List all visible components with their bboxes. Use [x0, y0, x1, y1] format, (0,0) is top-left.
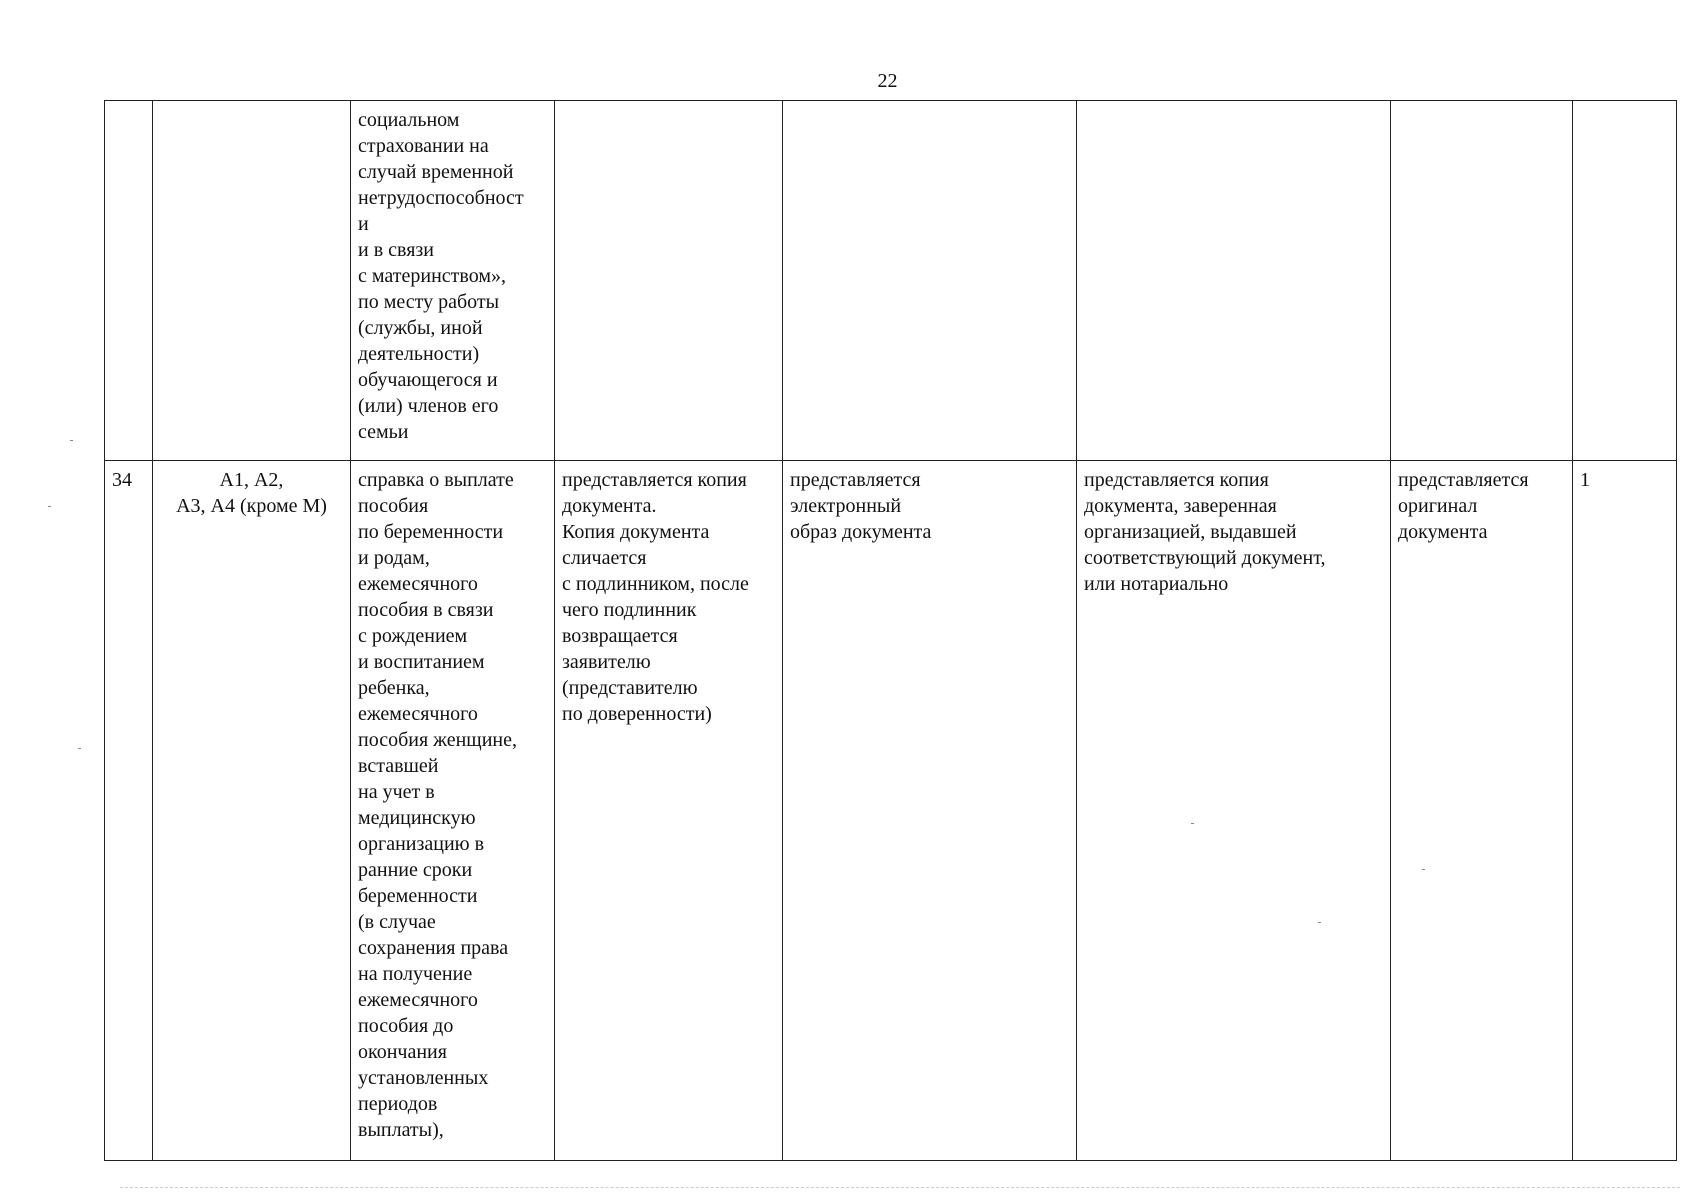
table-row — [105, 461, 1677, 1161]
categories-cell: А1, А2, А3, А4 (кроме М) — [153, 461, 351, 1161]
mail-submission-cell: представляется копия документа, заверенная организацией, выдавшей соответствующий документ, или нотариально — [1077, 461, 1391, 1161]
electronic-submission-cell — [783, 101, 1077, 461]
row-number-cell — [105, 101, 153, 461]
scan-speck — [1318, 922, 1321, 923]
scan-speck — [1191, 823, 1194, 824]
page-number: 22 — [877, 70, 898, 92]
scan-speck — [48, 506, 51, 507]
count-cell — [1573, 101, 1677, 461]
row-number-cell: 34 — [105, 461, 153, 1161]
scan-artifact-line — [120, 1187, 1680, 1188]
document-name-cell: справка о выплате пособия по беременности и родам, ежемесячного пособия в связи с рождением и воспитанием ребенка, ежемесячного пособия женщине, вставшей на учет в медицинскую организацию в ранние сроки беременности (в случае сохранения права на получение ежемесячного пособия до окончания установленных периодов выплаты), — [351, 461, 555, 1161]
table-row — [105, 101, 1677, 461]
requirements-table — [104, 100, 1677, 1161]
paper-submission-cell: представляется копия документа. Копия документа сличается с подлинником, после чего подлинник возвращается заявителю (представителю по доверенности) — [555, 461, 783, 1161]
electronic-submission-cell: представляется электронный образ документа — [783, 461, 1077, 1161]
categories-cell — [153, 101, 351, 461]
scan-speck — [78, 748, 81, 749]
original-submission-cell: представляется оригинал документа — [1391, 461, 1573, 1161]
mail-submission-cell — [1077, 101, 1391, 461]
paper-submission-cell — [555, 101, 783, 461]
document-name-cell: социальном страховании на случай временной нетрудоспособност и и в связи с материнством», по месту работы (службы, иной деятельности) обучающегося и (или) членов его семьи — [351, 101, 555, 461]
count-cell: 1 — [1573, 461, 1677, 1161]
original-submission-cell — [1391, 101, 1573, 461]
scan-speck — [1422, 869, 1425, 870]
scan-speck — [70, 440, 73, 441]
